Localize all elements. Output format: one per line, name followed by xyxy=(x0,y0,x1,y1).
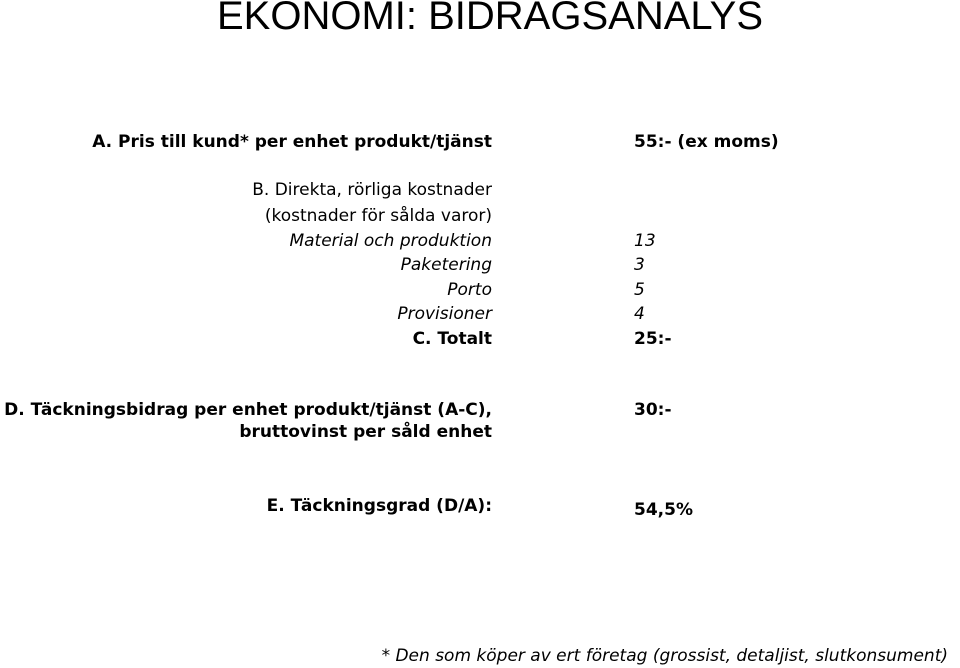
footnote: * Den som köper av ert företag (grossist, detaljist, slutkonsument) xyxy=(381,646,948,666)
page-title: EKONOMI: BIDRAGSANALYS xyxy=(216,0,764,38)
cost-item-value-material: 13 xyxy=(634,231,656,251)
total-label: C. Totalt xyxy=(412,329,492,349)
cost-item-value-packaging: 3 xyxy=(634,255,645,275)
cost-item-label-material: Material och produktion xyxy=(289,231,492,251)
contribution-label-line1: D. Täckningsbidrag per enhet produkt/tjänst (A-C), xyxy=(4,400,492,420)
contribution-value: 30:- xyxy=(634,400,672,420)
direct-costs-heading: B. Direkta, rörliga kostnader xyxy=(252,180,492,200)
price-label: A. Pris till kund* per enhet produkt/tjänst xyxy=(92,132,492,152)
cost-item-label-commissions: Provisioner xyxy=(397,304,492,324)
price-value: 55:- (ex moms) xyxy=(634,132,779,152)
cost-item-value-commissions: 4 xyxy=(634,304,645,324)
cost-item-value-postage: 5 xyxy=(634,280,645,300)
total-value: 25:- xyxy=(634,329,672,349)
contribution-label-line2: bruttovinst per såld enhet xyxy=(239,422,492,442)
direct-costs-subheading: (kostnader för sålda varor) xyxy=(264,206,492,226)
contribution-ratio-value: 54,5% xyxy=(634,500,693,520)
contribution-ratio-label: E. Täckningsgrad (D/A): xyxy=(266,496,492,516)
cost-item-label-packaging: Paketering xyxy=(400,255,492,275)
cost-item-label-postage: Porto xyxy=(447,280,492,300)
